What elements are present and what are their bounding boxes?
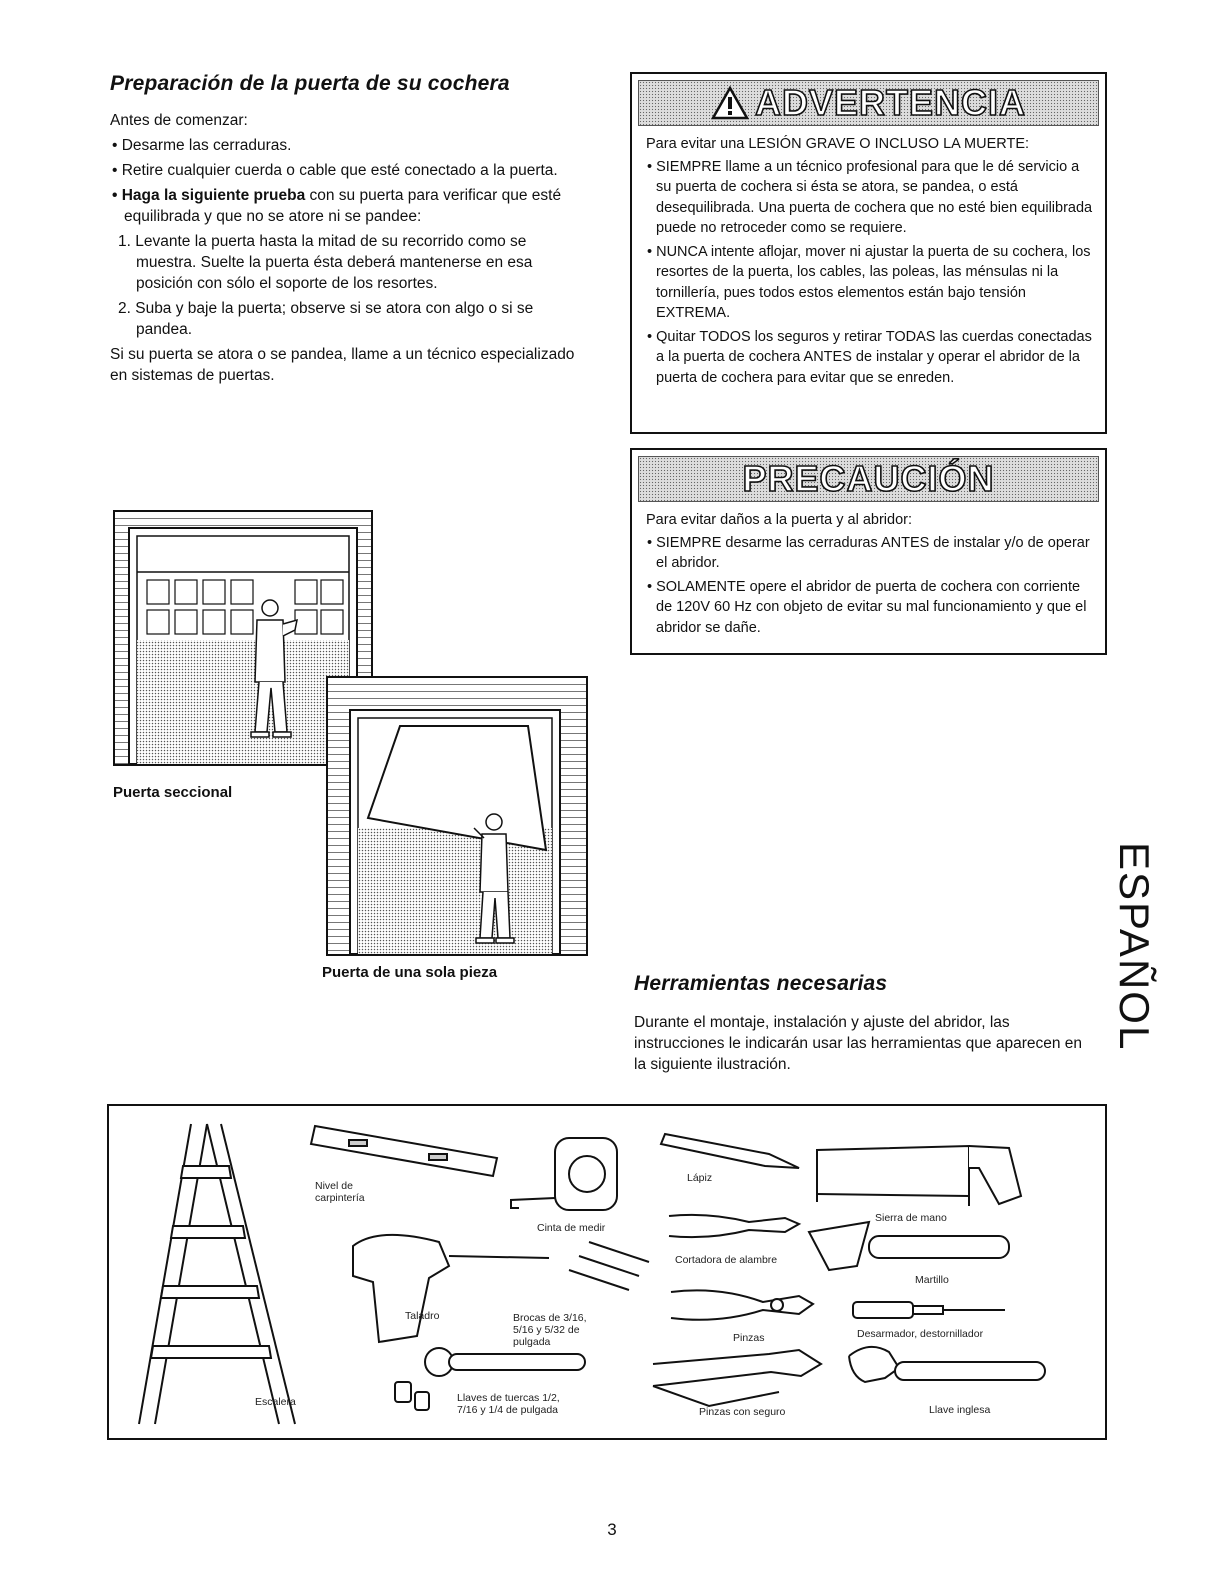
one-piece-door-figure (326, 676, 588, 956)
warning-heading: ADVERTENCIA (754, 82, 1026, 123)
locking-pliers-icon (653, 1350, 821, 1406)
tool-label-hammer: Martillo (915, 1274, 949, 1286)
tool-label-tape: Cinta de medir (537, 1222, 606, 1234)
tool-label-bits: Brocas de 3/16, 5/16 y 5/32 de pulgada (513, 1312, 587, 1348)
tool-label-screwdriver: Desarmador, destornillador (857, 1328, 984, 1340)
one-piece-door-caption: Puerta de una sola pieza (322, 964, 498, 981)
tool-label-drill: Taladro (405, 1310, 440, 1322)
prep-bullet-3 (110, 185, 588, 227)
tools-section (634, 972, 1084, 1075)
warning-item-3: • Quitar TODOS los seguros y retirar TODAS las cuerdas conectadas a la puerta de cochera ANTES de instalar y operar el abridor de la puerta de cochera para evitar que se enreden. (647, 328, 1092, 386)
tool-label-ladder: Escalera (255, 1396, 296, 1408)
prep-bullet-1: • Desarme las cerraduras. (112, 137, 292, 154)
pliers-icon (671, 1290, 813, 1319)
ladder-icon (139, 1124, 295, 1424)
caution-item-2: • SOLAMENTE opere el abridor de puerta de cochera con corriente de 120V 60 Hz con objeto de evitar su mal funcionamiento y que el abridor se dañe. (647, 578, 1087, 636)
pencil-icon (661, 1134, 799, 1168)
tool-label-pliers: Pinzas (733, 1332, 765, 1344)
prep-bullet-3-rest: con su puerta para verificar que esté equilibrada y que no se atore ni se pandee: (124, 187, 562, 225)
warning-item-1: • SIEMPRE llame a un técnico profesional para que le dé servicio a su puerta de cochera si ésta se atora, se pandea, o está desequilibrada. Una puerta de cochera que no esté bien equilibrada puede no retroceder como se requiere. (647, 158, 1093, 236)
prep-intro: Antes de comenzar: (110, 112, 248, 129)
tool-label-wirecutter: Cortadora de alambre (675, 1254, 778, 1266)
page-number: 3 (607, 1520, 617, 1539)
caution-heading: PRECAUCIÓN (742, 458, 995, 499)
prep-bullet-3-bold: • Haga la siguiente prueba (112, 187, 306, 204)
tool-label-sockets: Llaves de tuercas 1/2, 7/16 y 1/4 de pulgada (457, 1392, 560, 1416)
tools-text: Durante el montaje, instalación y ajuste del abridor, las instrucciones le indicarán usar las herramientas que aparecen en la siguiente ilustración. (634, 1014, 1083, 1073)
tape-measure-icon (511, 1138, 617, 1210)
wire-cutter-icon (669, 1215, 799, 1237)
warning-triangle-icon (711, 86, 749, 120)
prep-bullet-2: • Retire cualquier cuerda o cable que esté conectado a la puerta. (112, 162, 558, 179)
prep-section (110, 72, 588, 390)
drill-bits-icon (569, 1242, 649, 1290)
warning-item-2: • NUNCA intente aflojar, mover ni ajustar la puerta de su cochera, los resortes de la puerta, los cables, las poleas, las ménsulas ni la tornillería, pues todos estos elementos están bajo tensión EXTREMA. (647, 243, 1091, 321)
tool-label-vise: Pinzas con seguro (699, 1406, 786, 1418)
adjustable-wrench-icon (849, 1347, 1045, 1382)
caution-item-1: • SIEMPRE desarme las cerraduras ANTES de instalar y/o de operar el abridor. (647, 534, 1090, 571)
warning-body (632, 126, 1105, 399)
screwdriver-icon (853, 1302, 1005, 1318)
sectional-door-caption: Puerta seccional (113, 784, 233, 801)
tool-label-hacksaw: Sierra de mano (875, 1212, 947, 1224)
warning-box (630, 72, 1107, 434)
caution-box (630, 448, 1107, 655)
one-piece-door-illustration (328, 678, 586, 954)
prep-step-2: 2. Suba y baje la puerta; observe si se atora con algo o si se pandea. (118, 300, 534, 338)
tool-label-wrench: Llave inglesa (929, 1404, 991, 1416)
level-icon (311, 1126, 497, 1176)
tools-illustration (109, 1106, 1105, 1438)
prep-body (110, 110, 588, 386)
warning-header (638, 80, 1099, 126)
caution-header (638, 456, 1099, 502)
caution-lead: Para evitar daños a la puerta y al abridor: (646, 512, 912, 528)
hacksaw-icon (817, 1146, 1021, 1206)
tool-label-level: Nivel de carpintería (315, 1180, 365, 1204)
warning-lead: Para evitar una LESIÓN GRAVE O INCLUSO LA MUERTE: (646, 136, 1030, 152)
hammer-icon (809, 1222, 1009, 1270)
prep-closing: Si su puerta se atora o se pandea, llame a un técnico especializado en sistemas de puertas. (110, 346, 575, 384)
caution-body (632, 502, 1105, 649)
prep-title: Preparación de la puerta de su cochera (110, 72, 510, 95)
language-side-tab: ESPAÑOL (1111, 842, 1158, 1052)
tools-figure (107, 1104, 1107, 1440)
tool-label-pencil: Lápiz (687, 1172, 713, 1184)
tools-title: Herramientas necesarias (634, 972, 888, 995)
prep-step-1: 1. Levante la puerta hasta la mitad de su recorrido como se muestra. Suelte la puerta ésta deberá mantenerse en esa posición con sólo el soporte de los resortes. (118, 233, 533, 292)
